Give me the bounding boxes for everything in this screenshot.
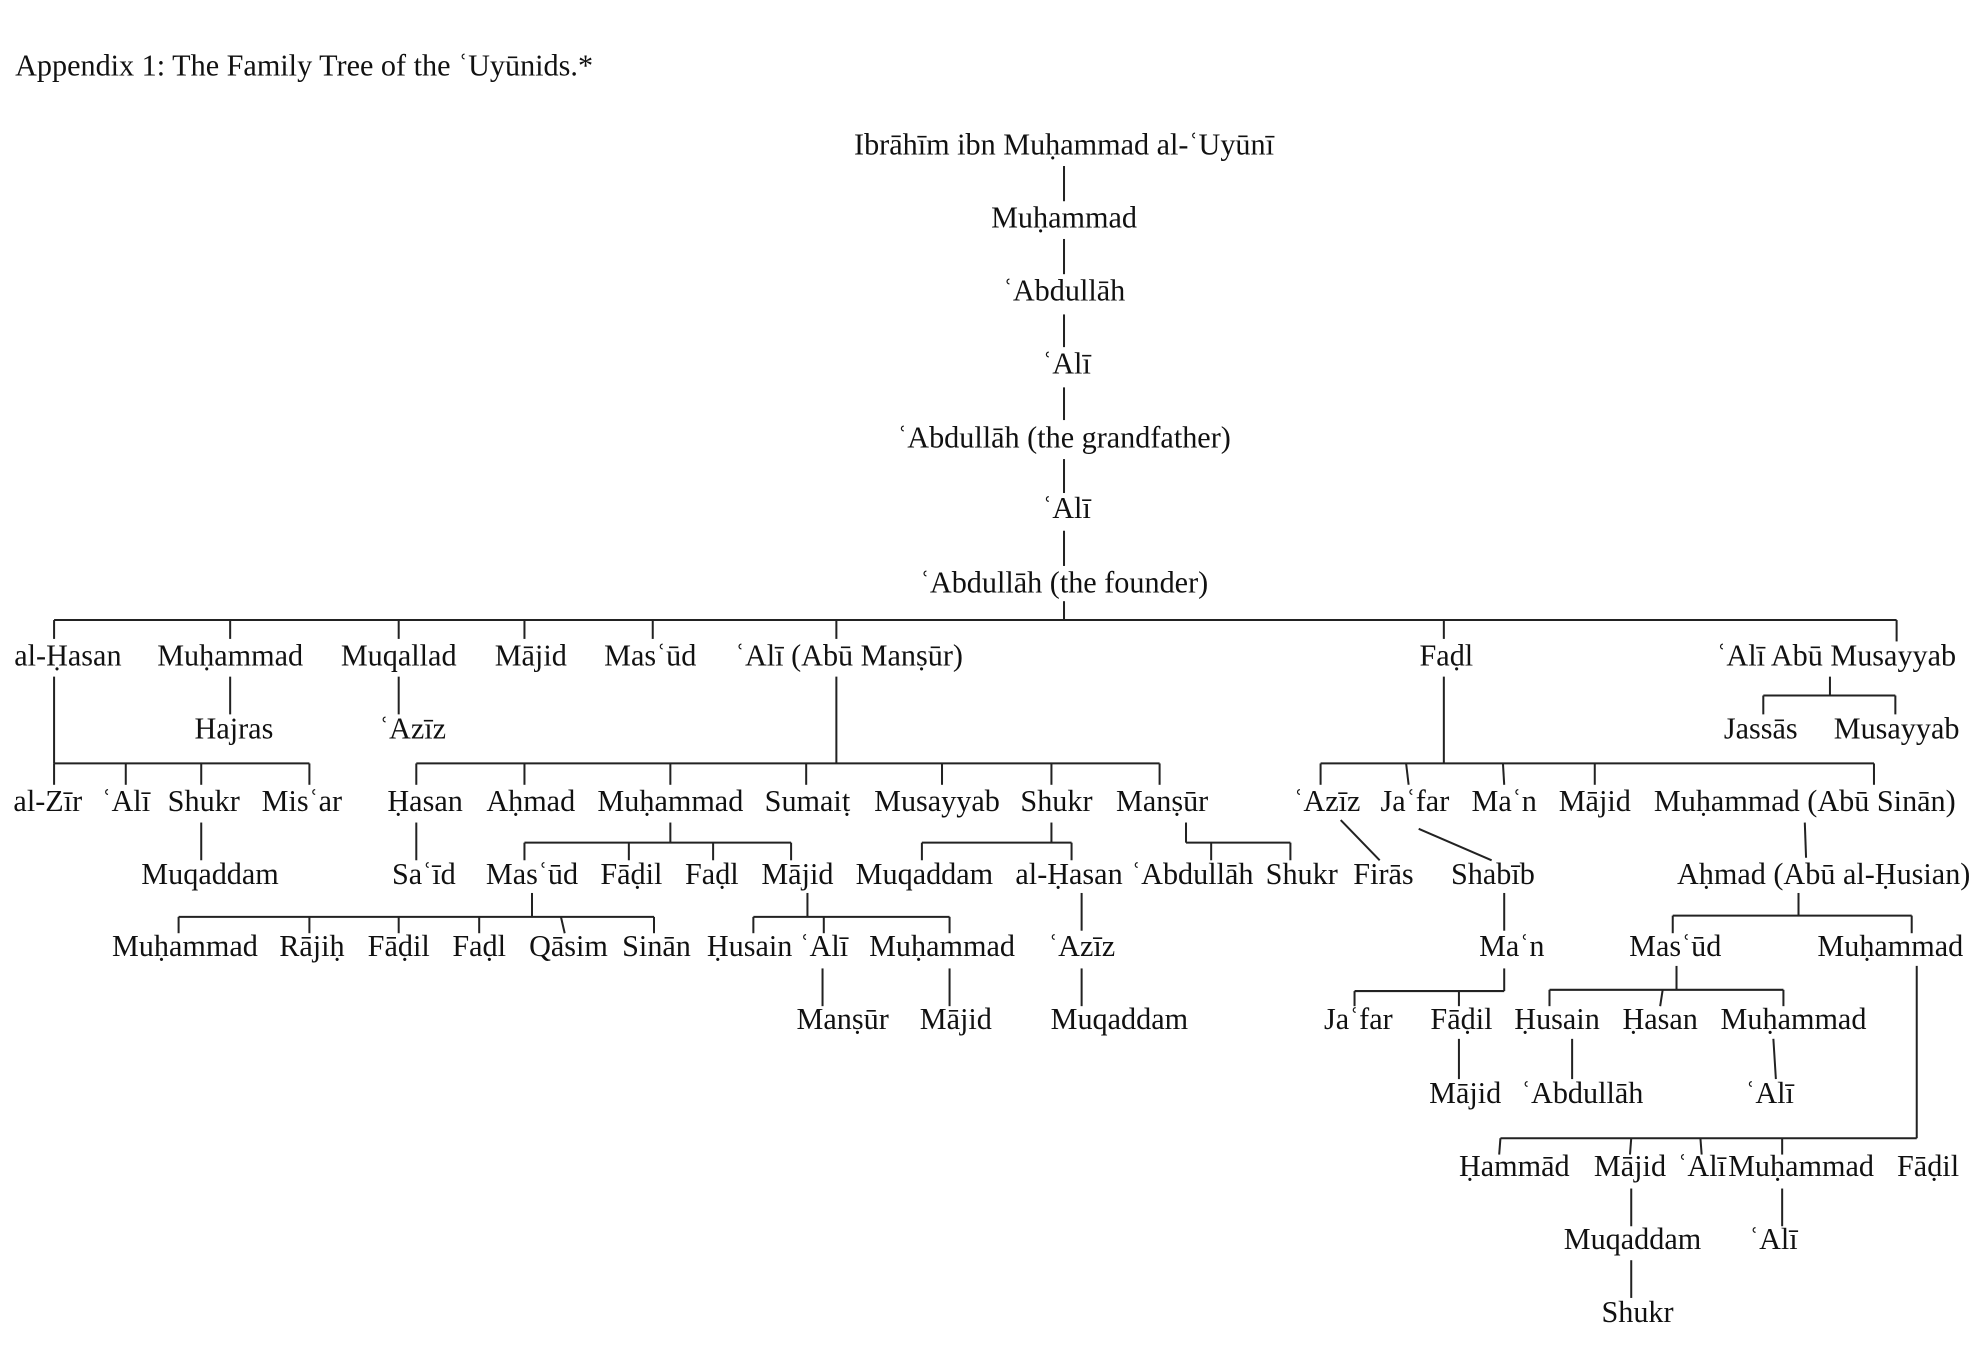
person-node: ʿAzīz [1293,786,1361,819]
person-node: Jassās [1723,713,1798,746]
person-node: Muḥammad [1720,1003,1867,1037]
person-node: al-Ḥasan [1015,859,1123,892]
person-node: Muqallad [340,640,457,673]
person-node: ʿAlī Abū Musayyab [1716,640,1957,673]
person-node: Mājid [1429,1077,1502,1111]
person-node: Ibrāhīm ibn Muḥammad al-ʿUyūnī [854,129,1275,163]
person-node: Ḥusain [1514,1003,1600,1037]
person-node: Manṣūr [1116,786,1209,819]
person-node: ʿAlī [101,786,151,819]
person-node: ʿAlī [1042,493,1091,526]
person-node: Qāsim [529,930,608,964]
person-node: Musayyab [1833,713,1960,746]
person-node: al-Ḥasan [14,640,122,673]
person-node: Saʿīd [391,859,456,892]
person-node: Shukr [1601,1296,1674,1330]
person-node: Shukr [1265,859,1338,892]
person-node: ʿAlī (Abū Manṣūr) [734,640,963,673]
person-node: Muḥammad [869,930,1015,964]
person-node: ʿAbdullāh (the grandfather) [897,422,1231,456]
person-node: Jaʿfar [1380,786,1450,819]
person-node: Mājid [1593,1150,1667,1184]
person-node: Shabīb [1450,859,1535,892]
person-node: Hajras [194,713,274,746]
person-node: Muḥammad [111,930,258,964]
connector-line [1773,1039,1776,1079]
person-node: Faḍl [1419,640,1474,673]
person-node: Fāḍil [600,859,663,892]
connector-line [1406,763,1409,784]
person-node: Fāḍil [367,930,430,964]
person-node: Sumaiṭ [764,786,851,819]
person-node: Mājid [761,859,834,892]
person-node: Faḍl [452,930,507,964]
person-node: Ḥasan [387,786,463,819]
person-node: Ḥusain [706,930,793,964]
person-node: Musayyab [874,786,1000,819]
person-node: Muḥammad [1817,930,1964,964]
person-node: Muqaddam [1050,1003,1189,1037]
person-node: ʿAlī [799,930,849,964]
page-title: Appendix 1: The Family Tree of the ʿUyūnids.* [15,50,594,84]
person-node: Sinān [622,930,691,964]
person-node: Aḥmad [486,786,576,819]
person-node: ʿAlī [1677,1150,1726,1184]
person-node: Firās [1353,859,1414,892]
person-node: Fāḍil [1897,1150,1960,1184]
connector-line [1419,829,1492,860]
connector-line [1503,763,1504,784]
person-node: Mājid [494,640,567,673]
person-node: al-Zīr [13,786,83,819]
person-node: ʿAbdullāh (the founder) [919,567,1209,600]
person-node: Muḥammad [597,786,744,819]
person-node: Muḥammad (Abū Sinān) [1653,786,1956,819]
person-node: Fāḍil [1430,1003,1493,1037]
connector-line [1805,823,1806,858]
person-node: Jaʿfar [1323,1003,1393,1037]
person-node: Rājiḥ [279,930,345,964]
person-node: Muqaddam [141,859,279,892]
person-node: Maʿn [1471,786,1537,819]
person-node: ʿAzīz [1048,930,1116,964]
person-node: Muḥammad [157,640,304,673]
person-node: Faḍl [685,859,739,892]
person-node: ʿAlī [1042,348,1091,382]
person-node: ʿAlī [1749,1223,1798,1257]
person-node: Muqaddam [1563,1223,1702,1257]
person-node: Muḥammad [991,202,1137,236]
person-node: Aḥmad (Abū al-Ḥusian) [1676,859,1971,892]
person-node: Mājid [919,1003,992,1037]
person-node: ʿAbdullāh [1002,275,1126,309]
person-node: Ḥammād [1458,1150,1570,1184]
person-node: ʿAbdullāh [1520,1077,1644,1111]
person-node: Muqaddam [855,859,994,892]
person-node: Shukr [167,786,240,819]
person-node: ʿAlī [1745,1077,1794,1111]
person-node: Ḥasan [1622,1003,1698,1037]
person-node: ʿAzīz [379,713,447,746]
person-node: Shukr [1020,786,1093,819]
person-node: Misʿar [261,786,343,819]
person-node: ʿAbdullāh [1131,859,1254,892]
person-node: Mājid [1558,786,1631,819]
person-node: Muḥammad [1728,1150,1874,1184]
person-node: Manṣūr [796,1003,889,1037]
person-node: Masʿūd [1629,930,1722,964]
person-node: Maʿn [1479,930,1545,964]
connector-line [1341,820,1380,860]
person-node: Masʿūd [604,640,697,673]
person-node: Masʿūd [485,859,579,892]
